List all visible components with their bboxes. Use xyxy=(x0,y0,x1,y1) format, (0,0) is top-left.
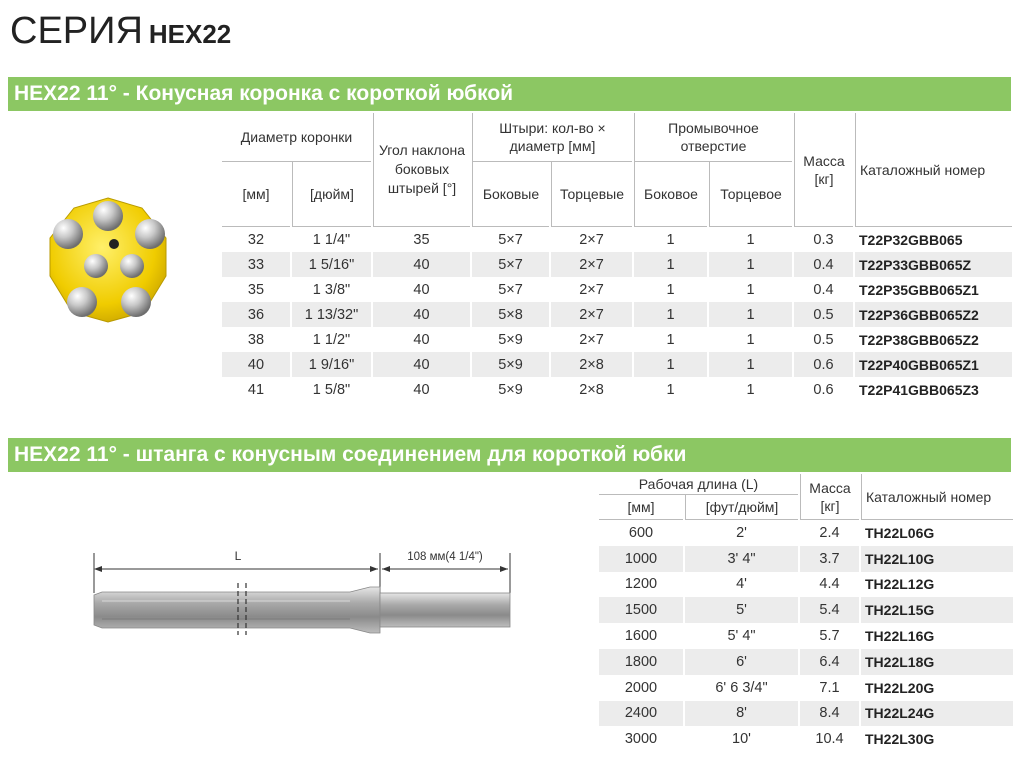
cell-flush-side: 1 xyxy=(666,331,675,348)
cell-length-mm: 2000 xyxy=(624,679,658,696)
cell-inch: 1 1/2" xyxy=(312,331,351,348)
header-length: Рабочая длина (L) xyxy=(599,474,798,495)
cell-catalog: TH22L10G xyxy=(861,546,1013,572)
cell-side: 5×7 xyxy=(498,231,523,248)
cell-flush-face: 1 xyxy=(746,381,755,398)
header-flush-side: Боковое xyxy=(634,162,707,227)
cell-length-mm: 2400 xyxy=(599,701,683,727)
cell-inch: 1 5/16" xyxy=(292,252,371,277)
cell-mass: 6.4 xyxy=(800,649,859,675)
cell-inch: 1 13/32" xyxy=(292,302,371,327)
cell-face: 2×7 xyxy=(579,281,604,298)
cell-mass: 10.4 xyxy=(815,731,844,748)
cell-catalog: T22P38GBB065Z2 xyxy=(859,331,979,348)
header-angle: Угол наклона боковых штырей [°] xyxy=(373,113,470,227)
rod-shank-label: 108 мм(4 1/4") xyxy=(407,551,483,563)
cell-inch: 1 1/4" xyxy=(312,231,351,248)
cell-mass: 7.1 xyxy=(819,679,840,696)
table-row xyxy=(599,726,1013,752)
cell-mm: 35 xyxy=(247,281,265,298)
cell-inch: 1 5/8" xyxy=(312,381,351,398)
cell-mass: 0.4 xyxy=(813,281,834,298)
cell-mass: 0.5 xyxy=(813,331,834,348)
cell-side: 5×9 xyxy=(472,352,549,377)
header-rod-mm: [мм] xyxy=(599,495,683,520)
header-flush: Промывочное отверстие xyxy=(634,113,792,162)
table-row xyxy=(222,302,1012,327)
cell-angle: 40 xyxy=(413,381,430,398)
cell-length-ft: 6' xyxy=(685,649,798,675)
cell-catalog: T22P40GBB065Z1 xyxy=(855,352,1012,377)
cell-length-mm: 1800 xyxy=(599,649,683,675)
cell-mass: 0.3 xyxy=(813,231,834,248)
header-catalog: Каталожный номер xyxy=(855,113,1012,227)
header-mm: [мм] xyxy=(222,162,290,227)
header-rod-ft: [фут/дюйм] xyxy=(685,495,798,520)
cell-catalog: TH22L12G xyxy=(865,576,935,593)
cell-flush-side: 1 xyxy=(634,252,707,277)
cell-mm: 38 xyxy=(247,331,265,348)
cell-flush-face: 1 xyxy=(746,281,755,298)
header-side: Боковые xyxy=(472,162,549,227)
cell-length-ft: 4' xyxy=(736,576,747,593)
cell-flush-face: 1 xyxy=(709,352,792,377)
rod-spec-table xyxy=(597,474,1015,752)
table-row xyxy=(222,277,1012,302)
cell-mm: 41 xyxy=(247,381,265,398)
table-row xyxy=(599,701,1013,727)
rod-drawing xyxy=(88,543,518,643)
cell-mm: 32 xyxy=(247,231,265,248)
cell-inch: 1 3/8" xyxy=(312,281,351,298)
cell-side: 5×8 xyxy=(472,302,549,327)
cell-angle: 40 xyxy=(373,252,470,277)
table-row xyxy=(599,572,1013,598)
cell-flush-face: 1 xyxy=(746,331,755,348)
cell-face: 2×8 xyxy=(579,381,604,398)
cell-angle: 40 xyxy=(373,352,470,377)
cell-mm: 36 xyxy=(222,302,290,327)
header-mass: Масса [кг] xyxy=(794,113,853,227)
section1-heading: HEX22 11° - Конусная коронка с короткой юбкой xyxy=(8,77,1011,111)
cell-mass: 5.7 xyxy=(819,628,840,645)
cell-catalog: TH22L18G xyxy=(861,649,1013,675)
header-rod-mass: Масса [кг] xyxy=(800,474,859,520)
cell-catalog: TH22L24G xyxy=(861,701,1013,727)
cell-length-mm: 1200 xyxy=(624,576,658,593)
cell-mass: 0.4 xyxy=(794,252,853,277)
cell-length-mm: 3000 xyxy=(624,731,658,748)
cell-length-ft: 6' 6 3/4" xyxy=(715,679,768,696)
cell-length-ft: 3' 4" xyxy=(685,546,798,572)
header-buttons: Штыри: кол-во × диаметр [мм] xyxy=(472,113,632,162)
cell-length-ft: 8' xyxy=(685,701,798,727)
rod-length-label: L xyxy=(234,549,242,563)
header-flush-face: Торцевое xyxy=(709,162,792,227)
cell-length-mm: 1500 xyxy=(599,597,683,623)
title-main: СЕРИЯ xyxy=(10,10,143,52)
cell-length-mm: 600 xyxy=(628,524,654,541)
table-row xyxy=(599,675,1013,701)
header-inch: [дюйм] xyxy=(292,162,371,227)
cell-catalog: T22P35GBB065Z1 xyxy=(859,281,979,298)
cell-side: 5×9 xyxy=(498,381,523,398)
cell-flush-face: 1 xyxy=(746,231,755,248)
cell-catalog: TH22L30G xyxy=(865,731,935,748)
table-row xyxy=(599,623,1013,649)
header-rod-catalog: Каталожный номер xyxy=(861,474,1013,520)
header-diameter: Диаметр коронки xyxy=(222,113,371,162)
cell-catalog: T22P32GBB065 xyxy=(859,231,963,248)
cell-inch: 1 9/16" xyxy=(292,352,371,377)
table-row xyxy=(222,252,1012,277)
table-row xyxy=(599,597,1013,623)
header-face: Торцевые xyxy=(551,162,632,227)
table-row xyxy=(599,546,1013,572)
cell-mass: 8.4 xyxy=(800,701,859,727)
cell-face: 2×8 xyxy=(551,352,632,377)
bit-spec-table xyxy=(220,113,1014,402)
cell-side: 5×7 xyxy=(472,252,549,277)
cell-face: 2×7 xyxy=(551,302,632,327)
cell-catalog: T22P41GBB065Z3 xyxy=(859,381,979,398)
cell-flush-side: 1 xyxy=(634,302,707,327)
cell-catalog: T22P33GBB065Z xyxy=(855,252,1012,277)
cell-catalog: TH22L20G xyxy=(865,679,935,696)
cell-flush-face: 1 xyxy=(709,302,792,327)
cell-length-ft: 5' 4" xyxy=(727,628,756,645)
cell-catalog: TH22L15G xyxy=(861,597,1013,623)
cell-mass: 2.4 xyxy=(819,524,840,541)
table-row xyxy=(222,352,1012,377)
cell-face: 2×7 xyxy=(579,331,604,348)
table-row xyxy=(222,227,1012,252)
cell-length-ft: 5' xyxy=(685,597,798,623)
cell-face: 2×7 xyxy=(579,231,604,248)
title-series: HEX22 xyxy=(148,19,232,49)
cell-mass: 0.5 xyxy=(794,302,853,327)
cell-mass: 3.7 xyxy=(800,546,859,572)
cell-flush-side: 1 xyxy=(666,381,675,398)
page-title xyxy=(10,10,231,50)
cell-mass: 4.4 xyxy=(819,576,840,593)
cell-mass: 5.4 xyxy=(800,597,859,623)
cell-catalog: TH22L16G xyxy=(865,628,935,645)
cell-mm: 40 xyxy=(222,352,290,377)
cell-length-ft: 10' xyxy=(732,731,751,748)
button-bit-image xyxy=(44,194,172,324)
cell-mass: 0.6 xyxy=(794,352,853,377)
section2-heading: HEX22 11° - штанга с конусным соединением для короткой юбки xyxy=(8,438,1011,472)
cell-face: 2×7 xyxy=(551,252,632,277)
table-row xyxy=(222,327,1012,352)
cell-angle: 40 xyxy=(373,302,470,327)
cell-length-ft: 2' xyxy=(736,524,747,541)
cell-angle: 40 xyxy=(413,331,430,348)
cell-side: 5×7 xyxy=(498,281,523,298)
cell-flush-side: 1 xyxy=(634,352,707,377)
cell-flush-face: 1 xyxy=(709,252,792,277)
cell-mass: 0.6 xyxy=(813,381,834,398)
cell-angle: 40 xyxy=(413,281,430,298)
cell-flush-side: 1 xyxy=(666,281,675,298)
table-row xyxy=(222,377,1012,402)
cell-length-mm: 1600 xyxy=(624,628,658,645)
cell-catalog: T22P36GBB065Z2 xyxy=(855,302,1012,327)
table-row xyxy=(599,649,1013,675)
cell-flush-side: 1 xyxy=(666,231,675,248)
cell-catalog: TH22L06G xyxy=(865,524,935,541)
cell-side: 5×9 xyxy=(498,331,523,348)
table-row xyxy=(599,520,1013,546)
cell-mm: 33 xyxy=(222,252,290,277)
cell-length-mm: 1000 xyxy=(599,546,683,572)
cell-angle: 35 xyxy=(413,231,430,248)
